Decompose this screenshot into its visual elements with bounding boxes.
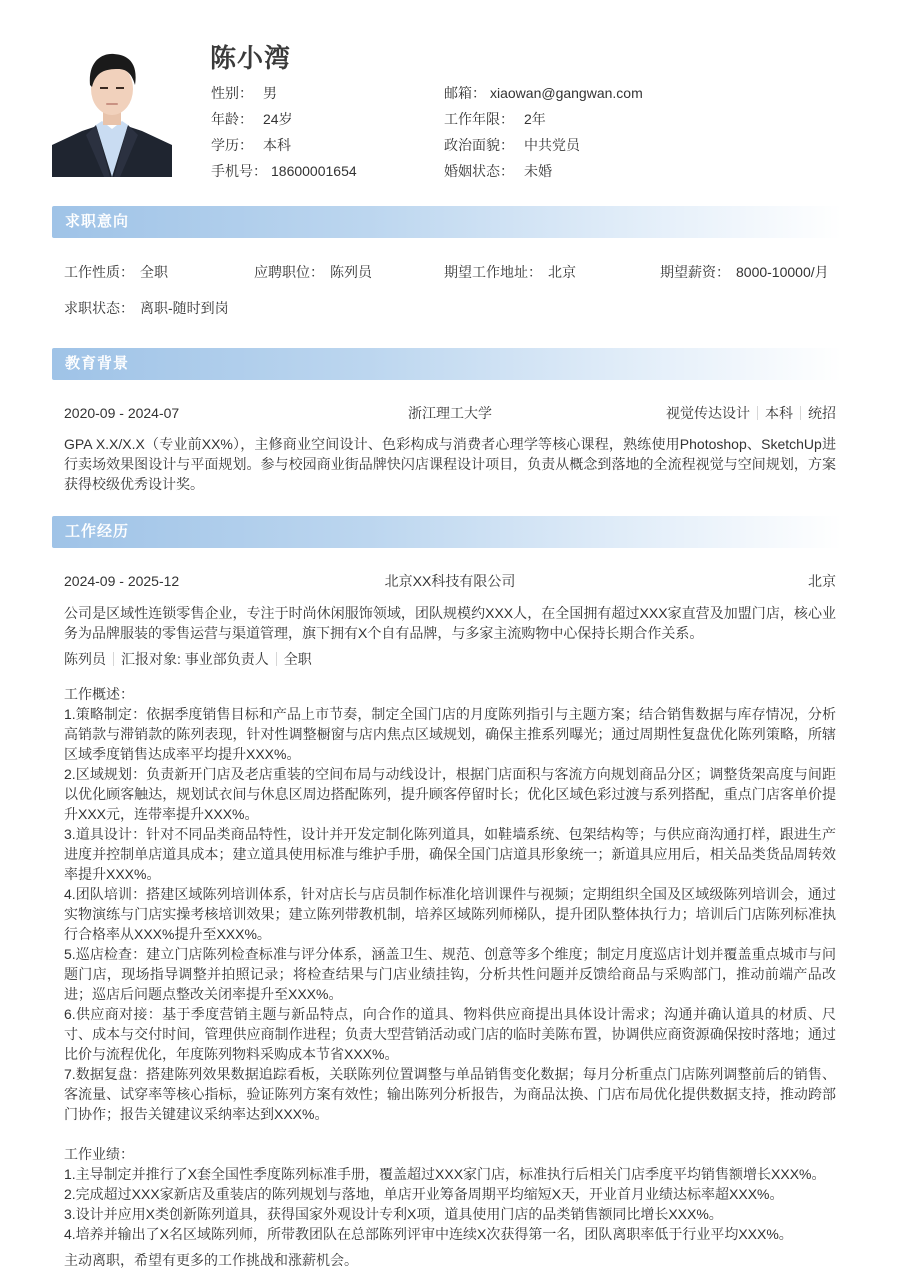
info-value: 男: [263, 85, 277, 101]
info-value: 中共党员: [524, 137, 580, 153]
achievement-item: 3.设计并应用X类创新陈列道具，获得国家外观设计专利X项，道具使用门店的品类销售额同比增长XXX%。: [64, 1206, 723, 1222]
info-work-years: [444, 108, 643, 134]
intent-location: [444, 262, 576, 282]
education-type: 统招: [808, 405, 836, 421]
info-value: 18600001654: [271, 163, 357, 179]
leave-reason: 主动离职，希望有更多的工作挑战和涨薪机会。: [64, 1252, 358, 1268]
basic-info-left: [211, 82, 357, 186]
info-label: 年龄：: [211, 111, 253, 127]
info-value: 本科: [263, 137, 291, 153]
section-header-work: [52, 516, 842, 548]
info-label: 政治面貌：: [444, 137, 514, 153]
intent-salary: [660, 262, 829, 282]
intent-label: 期望工作地址：: [444, 264, 542, 280]
info-email: [444, 82, 643, 108]
achievement-item: 1.主导制定并推行了X套全国性季度陈列标准手册，覆盖超过XXX家门店，标准执行后相关门店季度平均销售额增长XXX%。: [64, 1166, 826, 1182]
info-political-status: [444, 134, 643, 160]
info-marital-status: [444, 160, 643, 186]
education-entry-header: [64, 403, 836, 423]
info-label: 工作年限：: [444, 111, 514, 127]
overview-item: 5.巡店检查：建立门店陈列检查标准与评分体系，涵盖卫生、规范、创意等多个维度；制定月度巡店计划并覆盖重点城市与问题门店，现场指导调整并拍照记录；将检查结果与门店业绩挂钩，分析共性问题并反馈给商品与采购部门，推动前端产品改进；巡店后问题点整改关闭率提升至XXX%。: [64, 946, 836, 1002]
info-age: [211, 108, 357, 134]
education-major: 视觉传达设计: [666, 405, 750, 421]
spacer: [64, 1124, 836, 1144]
info-phone: [211, 160, 357, 186]
achievement-item: 4.培养并输出了X名区域陈列师，所带教团队在总部陈列评审中连续X次获得第一名，团队离职率低于行业平均XXX%。: [64, 1226, 793, 1242]
info-value: 2年: [524, 111, 546, 127]
work-report-to: 汇报对象: 事业部负责人: [121, 651, 269, 667]
overview-item: 7.数据复盘：搭建陈列效果数据追踪看板，关联陈列位置调整与单品销售变化数据；每月分析重点门店陈列调整前后的销售、客流量、试穿率等核心指标，验证陈列方案有效性；输出陈列分析报告，为商品汰换、门店布局优化提供数据支持，推动跨部门协作；报告关键建议采纳率达到XXX%。: [64, 1066, 836, 1122]
info-value: 24岁: [263, 111, 293, 127]
divider: [276, 652, 277, 666]
education-meta: [666, 403, 836, 423]
work-employment-type: 全职: [283, 651, 312, 667]
info-label: 邮箱：: [444, 85, 486, 101]
portrait-image: [52, 45, 172, 177]
overview-item: 3.道具设计：针对不同品类商品特性，设计并开发定制化陈列道具，如鞋墙系统、包架结构等；与供应商沟通打样，跟进生产进度并控制单店道具成本；建立道具使用标准与维护手册，确保全国门店道具形象统一；新道具应用后，相关品类货品周转效率提升XXX%。: [64, 826, 836, 882]
work-details: [64, 684, 836, 1270]
intent-value: 离职-随时到岗: [140, 300, 229, 316]
intent-position: [254, 262, 372, 282]
work-city: 北京: [808, 573, 836, 589]
intent-value: 全职: [140, 264, 168, 280]
intent-job-type: [64, 262, 168, 282]
work-company-intro: [64, 603, 836, 643]
profile-photo: [52, 45, 172, 177]
overview-title: 工作概述：: [64, 686, 134, 702]
intent-value: 8000-10000/月: [736, 264, 829, 280]
company-intro-text: 公司是区域性连锁零售企业，专注于时尚休闲服饰领域，团队规模约XXX人，在全国拥有超过XXX家直营及加盟门店，核心业务为品牌服装的零售运营与渠道管理，旗下拥有X个自有品牌，与多家主流购物中心保持长期合作关系。: [64, 605, 836, 641]
info-label: 手机号：: [211, 163, 267, 179]
candidate-name: 陈小湾: [210, 43, 292, 73]
education-description: [64, 434, 836, 494]
intent-label: 期望薪资：: [660, 264, 730, 280]
section-title: 教育背景: [65, 355, 130, 372]
info-label: 性别：: [211, 85, 253, 101]
section-title: 求职意向: [65, 213, 130, 230]
info-value: xiaowan@gangwan.com: [490, 85, 643, 101]
education-description-text: GPA X.X/X.X（专业前XX%），主修商业空间设计、色彩构成与消费者心理学等核心课程，熟练使用Photoshop、SketchUp进行卖场效果图设计与平面规划。参与校园商业街品牌快闪店课程设计项目，负责从概念到落地的全流程视觉与空间规划，方案获得校级优秀设计奖。: [64, 436, 836, 492]
work-period: 2024-09 - 2025-12: [64, 573, 180, 589]
divider: [757, 406, 758, 420]
divider: [113, 652, 114, 666]
overview-item: 1.策略制定：依据季度销售目标和产品上市节奏，制定全国门店的月度陈列指引与主题方案；结合销售数据与库存情况，分析高销款与滞销款的陈列表现，针对性调整橱窗与店内焦点区域规划，确保主推系列曝光；通过周期性复盘优化陈列策略，所辖区域季度销售达成率平均提升XXX%。: [64, 706, 836, 762]
education-degree: 本科: [765, 405, 793, 421]
intent-label: 求职状态：: [64, 300, 134, 316]
intent-label: 工作性质：: [64, 264, 134, 280]
achievement-item: 2.完成超过XXX家新店及重装店的陈列规划与落地，单店开业筹备周期平均缩短X天，开业首月业绩达标率超XXX%。: [64, 1186, 784, 1202]
overview-item: 6.供应商对接：基于季度营销主题与新品特点，向合作的道具、物料供应商提出具体设计需求；沟通并确认道具的材质、尺寸、成本与交付时间，管理供应商制作进程；负责大型营销活动或门店的临时美陈布置，协调供应商资源确保按时落地；通过比价与流程优化，年度陈列物料采购成本节省XXX%。: [64, 1006, 836, 1062]
info-value: 未婚: [524, 163, 552, 179]
intent-label: 应聘职位：: [254, 264, 324, 280]
education-school: 浙江理工大学: [408, 405, 492, 421]
overview-item: 4.团队培训：搭建区域陈列培训体系，针对店长与店员制作标准化培训课件与视频；定期组织全国及区域级陈列培训会，通过实物演练与门店实操考核培训效果；建立陈列带教机制，培养区域陈列师梯队，提升团队整体执行力；培训后门店陈列标准执行合格率从XXX%提升至XXX%。: [64, 886, 836, 942]
work-entry-header: [64, 571, 836, 591]
section-title: 工作经历: [65, 523, 130, 540]
intent-status: [64, 298, 229, 318]
intent-value: 北京: [548, 264, 576, 280]
work-role: 陈列员: [64, 651, 106, 667]
basic-info-right: [444, 82, 643, 186]
info-gender: [211, 82, 357, 108]
achievements-title: 工作业绩：: [64, 1146, 134, 1162]
intent-value: 陈列员: [330, 264, 372, 280]
info-label: 婚姻状态：: [444, 163, 514, 179]
divider: [800, 406, 801, 420]
work-role-line: [64, 649, 836, 669]
education-period: 2020-09 - 2024-07: [64, 405, 180, 421]
work-company: 北京XX科技有限公司: [384, 573, 516, 589]
info-education: [211, 134, 357, 160]
overview-item: 2.区域规划：负责新开门店及老店重装的空间布局与动线设计，根据门店面积与客流方向规划商品分区；调整货架高度与间距以优化顾客触达，规划试衣间与休息区周边搭配陈列，提升顾客停留时长；优化区域色彩过渡与系列搭配，重点门店客单价提升XXX元，连带率提升XXX%。: [64, 766, 836, 822]
info-label: 学历：: [211, 137, 253, 153]
section-header-intent: [52, 206, 842, 238]
section-header-education: [52, 348, 842, 380]
